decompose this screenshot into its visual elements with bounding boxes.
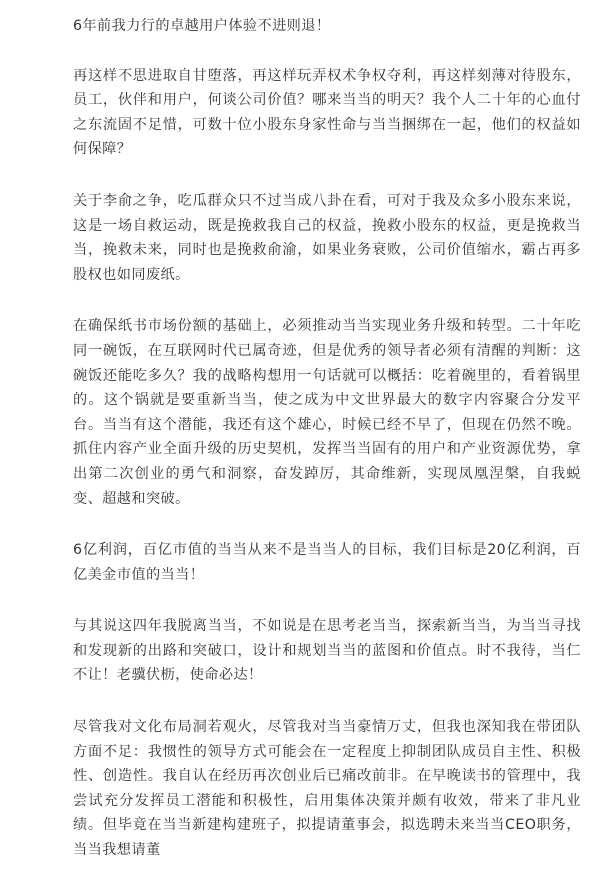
article-paragraph: 6年前我力行的卓越用户体验不进则退！ <box>73 18 331 34</box>
article-paragraph: 再这样不思进取自甘堕落，再这样玩弄权术争权夺利，再这样刻薄对待股东，员工，伙伴和用户，何谈公司价值？哪来当当的明天？我个人二十年的心血付之东流固不足惜，可数十位小股东身家性命与当当捆绑在一起，他们的权益如何保障？ <box>73 67 581 158</box>
article-paragraph: 6亿利润，百亿市值的当当从来不是当当人的目标，我们目标是20亿利润，百亿美金市值的当当！ <box>73 542 581 583</box>
article-paragraph: 关于李俞之争，吃瓜群众只不过当成八卦在看，可对于我及众多小股东来说，这是一场自救运动，既是挽救我自己的权益，挽救小股东的权益，更是挽救当当，挽救未来，同时也是挽救俞渝，如果业务衰败，公司价值缩水，霸占再多股权也如同废纸。 <box>73 192 581 283</box>
article-paragraph: 尽管我对文化布局洞若观火，尽管我对当当豪情万丈，但我也深知我在带团队方面不足：我惯性的领导方式可能会在一定程度上抑制团队成员自主性、积极性、创造性。我自认在经历再次创业后已痛改前非。在早晚读书的管理中，我尝试充分发挥员工潜能和积极性，启用集体决策并颇有收效，带来了非凡业绩。但毕竟在当当新建构建班子，拟提请董事会，拟选聘未来当当CEO职务，当当我想请董 <box>73 719 581 859</box>
article-paragraph: 与其说这四年我脱离当当，不如说是在思考老当当，探索新当当，为当当寻找和发现新的出路和突破口，设计和规划当当的蓝图和价值点。时不我待，当仁不让！老骥伏枥，使命必达！ <box>73 618 581 684</box>
article-paragraph: 在确保纸书市场份额的基础上，必须推动当当实现业务升级和转型。二十年吃同一碗饭，在互联网时代已属奇迹，但是优秀的领导者必须有清醒的判断：这碗饭还能吃多久？我的战略构想用一句话就可以概括：吃着碗里的，看着锅里的。这个锅就是要重新当当，使之成为中文世界最大的数字内容聚合分发平台。当当有这个潜能，我还有这个雄心，时候已经不早了，但现在仍然不晚。抓住内容产业全面升级的历史契机，发挥当当固有的用户和产业资源优势，拿出第二次创业的勇气和洞察，奋发踔厉，其命维新，实现凤凰涅槃，自我蜕变、超越和突破。 <box>73 318 581 507</box>
